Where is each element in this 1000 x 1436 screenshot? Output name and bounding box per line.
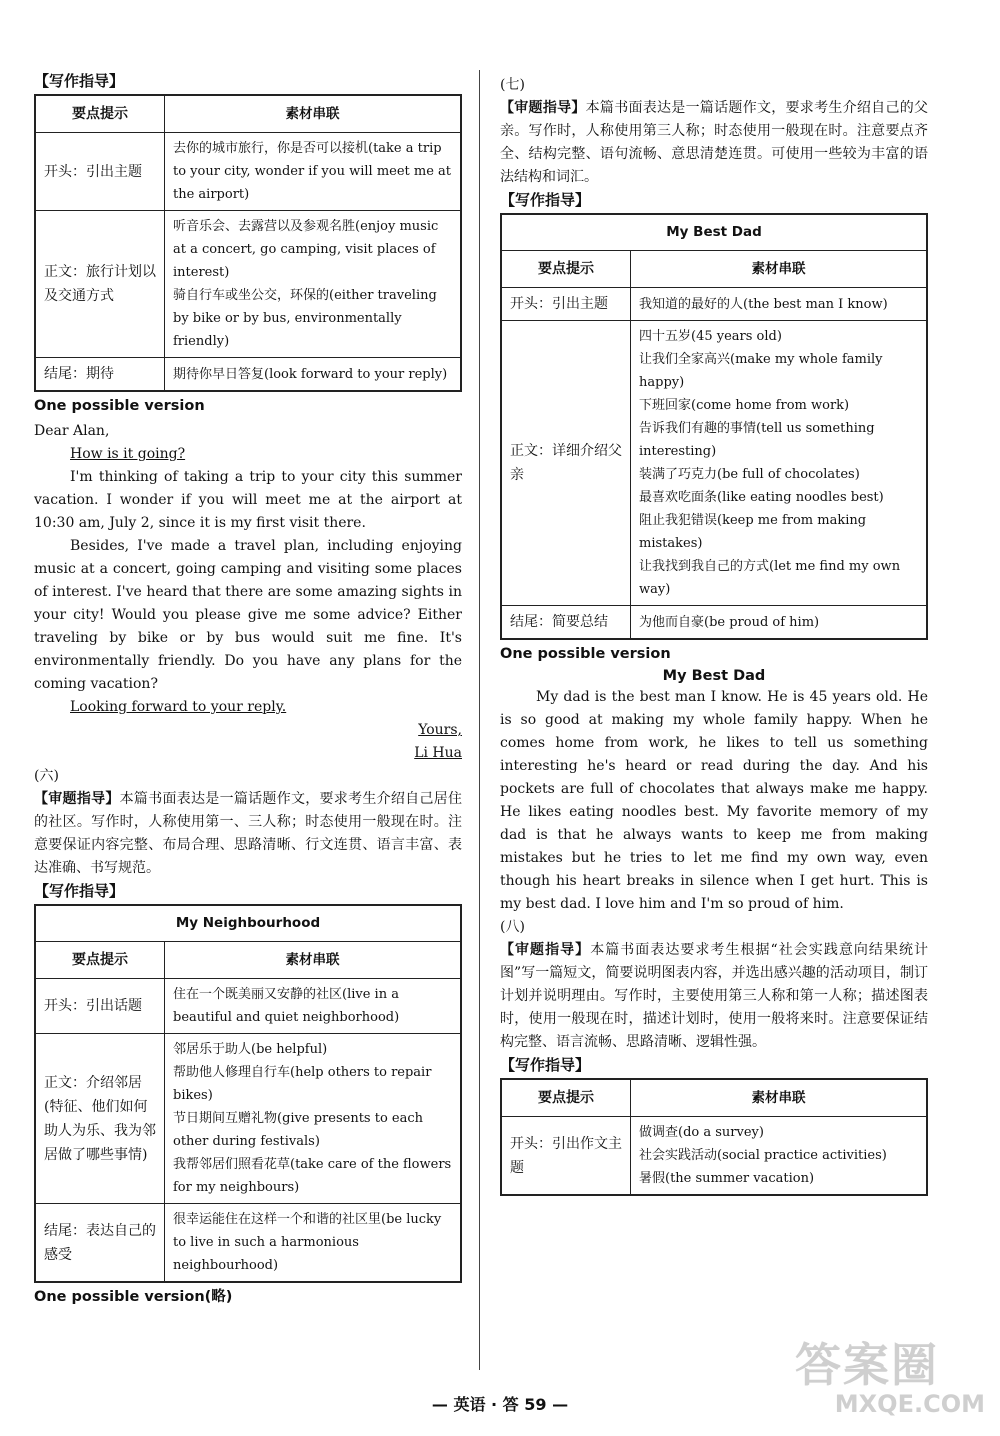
table-row xyxy=(501,606,927,640)
essay-body: My dad is the best man I know. He is 45 years old. He is so good at making my whole family happy. When he comes home from work, he likes to tell us something interesting he's heard or read during the day. And his pockets are full of chocolates that always make me happy. He likes eating noodles best. My favorite memory of my dad is that he always wants to keep me from making mistakes but he tries to let me find my own way, even though his heart breaks in silence when I get hurt. This is my best dad. I love him and I'm so proud of him. xyxy=(500,689,928,912)
row-key: 开头：引出主题 xyxy=(35,133,165,211)
row-content: 我知道的最好的人(the best man I know) xyxy=(631,288,928,321)
essay-title: My Best Dad xyxy=(662,668,766,684)
version-label-6: One possible version(略) xyxy=(34,1289,233,1305)
table-row xyxy=(501,321,927,606)
table-title: My Best Dad xyxy=(501,214,927,251)
section-number-7: (七) xyxy=(500,77,525,93)
col-header-points: 要点提示 xyxy=(35,942,165,979)
watermark-logo xyxy=(795,1340,985,1430)
letter-signature: Li Hua xyxy=(414,745,462,761)
table-title: My Neighbourhood xyxy=(35,905,461,942)
table-row xyxy=(35,133,461,211)
right-column xyxy=(500,74,928,1196)
guide-table-6 xyxy=(34,904,462,1283)
col-header-materials: 素材串联 xyxy=(165,95,462,133)
col-header-points: 要点提示 xyxy=(35,95,165,133)
col-header-materials: 素材串联 xyxy=(631,251,928,288)
section-number-8: (八) xyxy=(500,919,525,935)
row-content: 为他而自豪(be proud of him) xyxy=(631,606,928,640)
letter-closing: Looking forward to your reply. xyxy=(70,699,287,715)
version-label-7: One possible version xyxy=(500,646,671,662)
table-row xyxy=(35,358,461,392)
table-row xyxy=(35,1034,461,1204)
row-key: 正文：旅行计划以及交通方式 xyxy=(35,211,165,358)
col-header-points: 要点提示 xyxy=(501,1079,631,1117)
page-footer: — 英语 · 答 59 — xyxy=(431,1395,569,1414)
table-row xyxy=(35,211,461,358)
watermark-top: 答案圈 xyxy=(795,1338,939,1392)
row-content: 做调查(do a survey) 社会实践活动(social practice activities) 暑假(the summer vacation) xyxy=(631,1117,928,1196)
row-content: 住在一个既美丽又安静的社区(live in a beautiful and quiet neighborhood) xyxy=(165,979,462,1034)
left-column xyxy=(34,70,462,1311)
section-number-6: (六) xyxy=(34,768,59,784)
row-key: 结尾：期待 xyxy=(35,358,165,392)
row-key: 结尾：简要总结 xyxy=(501,606,631,640)
row-content: 很幸运能住在这样一个和谐的社区里(be lucky to live in such a harmonious neighbourhood) xyxy=(165,1204,462,1283)
version-label: One possible version xyxy=(34,398,205,414)
table-row xyxy=(35,1204,461,1283)
col-header-materials: 素材串联 xyxy=(631,1079,928,1117)
letter-paragraph-1: I'm thinking of taking a trip to your city this summer vacation. I wonder if you will meet me at the airport at 10:30 am, July 2, since it is my first visit there. xyxy=(34,469,462,531)
letter xyxy=(34,420,462,765)
table-row xyxy=(501,288,927,321)
letter-greeting: Dear Alan, xyxy=(34,423,110,439)
col-header-materials: 素材串联 xyxy=(165,942,462,979)
writing-guide-heading: 【写作指导】 xyxy=(34,72,125,90)
col-header-points: 要点提示 xyxy=(501,251,631,288)
section-7-writing-heading: 【写作指导】 xyxy=(500,191,591,209)
row-key: 开头：引出话题 xyxy=(35,979,165,1034)
row-content: 期待你早日答复(look forward to your reply) xyxy=(165,358,462,392)
section-8-guide: 【审题指导】本篇书面表达要求考生根据“社会实践意向结果统计图”写一篇短文，简要说明图表内容，并选出感兴趣的活动项目，制订计划并说明理由。写作时，主要使用第三人称和第一人称；描述图表时，使用一般现在时，描述计划时，使用一般将来时。注意要保证结构完整、语言流畅、思路清晰、逻辑性强。 xyxy=(500,942,929,1050)
row-key: 正文：介绍邻居(特征、他们如何助人为乐、我为邻居做了哪些事情) xyxy=(35,1034,165,1204)
section-6-guide: 【审题指导】本篇书面表达是一篇话题作文，要求考生介绍自己居住的社区。写作时，人称使用第一、三人称；时态使用一般现在时。注意要保证内容完整、布局合理、思路清晰、行文连贯、语言丰富、表达准确、书写规范。 xyxy=(34,791,462,876)
row-key: 开头：引出主题 xyxy=(501,288,631,321)
section-8-writing-heading: 【写作指导】 xyxy=(500,1056,591,1074)
section-7-guide: 【审题指导】本篇书面表达是一篇话题作文，要求考生介绍自己的父亲。写作时，人称使用第三人称；时态使用一般现在时。注意要点齐全、结构完整、语句流畅、意思清楚连贯。可使用一些较为丰富的语法结构和词汇。 xyxy=(500,100,928,185)
row-content: 去你的城市旅行，你是否可以接机(take a trip to your city, wonder if you will meet me at the airport) xyxy=(165,133,462,211)
section-6-writing-heading: 【写作指导】 xyxy=(34,882,125,900)
watermark-bottom: MXQE.COM xyxy=(834,1390,985,1418)
letter-opening: How is it going? xyxy=(70,446,186,462)
table-row xyxy=(501,1117,927,1196)
letter-yours: Yours, xyxy=(418,722,462,738)
column-divider xyxy=(479,70,480,1370)
guide-table-5 xyxy=(34,94,462,392)
guide-table-7 xyxy=(500,213,928,640)
row-key: 正文：详细介绍父亲 xyxy=(501,321,631,606)
row-content: 四十五岁(45 years old) 让我们全家高兴(make my whole family happy) 下班回家(come home from work) 告诉我们有趣的事情(tell us something interesting) 装满了巧克力(be full of chocolates) 最喜欢吃面条(like eating noodles best) 阻止我犯错误(keep me from making mistakes) 让我找到我自己的方式(let me find my own way) xyxy=(631,321,928,606)
row-key: 开头：引出作文主题 xyxy=(501,1117,631,1196)
row-content: 邻居乐于助人(be helpful) 帮助他人修理自行车(help others to repair bikes) 节日期间互赠礼物(give presents to each other during festivals) 我帮邻居们照看花草(take care of the flowers for my neighbours) xyxy=(165,1034,462,1204)
table-row xyxy=(35,979,461,1034)
row-key: 结尾：表达自己的感受 xyxy=(35,1204,165,1283)
row-content: 听音乐会、去露营以及参观名胜(enjoy music at a concert, go camping, visit places of interest) 骑自行车或坐公交，环保的(either traveling by bike or by bus, environmentally friendly) xyxy=(165,211,462,358)
guide-table-8 xyxy=(500,1078,928,1196)
letter-paragraph-2: Besides, I've made a travel plan, including enjoying music at a concert, going camping and visiting some places of interest. I've heard that there are some amazing sights in your city! Would you please give me some advice? Either traveling by bike or by bus would suit me fine. It's environmentally friendly. Do you have any plans for the coming vacation? xyxy=(34,538,462,692)
